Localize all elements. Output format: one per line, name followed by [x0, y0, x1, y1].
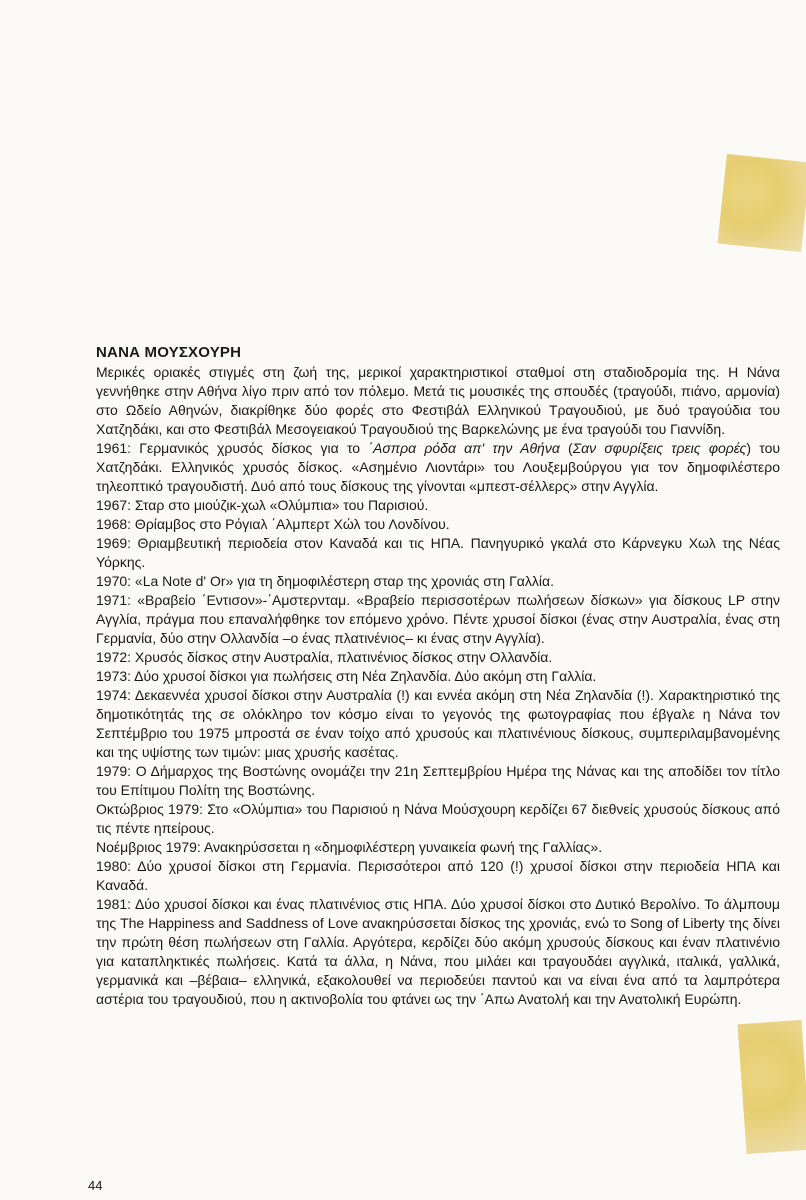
intro-paragraph: Μερικές οριακές στιγμές στη ζωή της, μερικοί χαρακτηριστικοί σταθμοί στη σταδιοδρομία της. Η Νάνα γεννήθηκε στην Αθήνα λίγο πριν από τον πόλεμο. Μετά τις μουσικές της σπουδές (τραγούδι, πιάνο, αρμονία) στο Ωδείο Αθηνών, διακρίθηκε δύο φορές στο Φεστιβάλ Ελληνικού Τραγουδιού, με δυό τραγούδια του Χατζηδάκι, και στο Φεστιβάλ Μεσογειακού Τραγουδιού της Βαρκελώνης με ένα τραγούδι του Γιαννίδη.: [96, 364, 780, 437]
entry-november-1979: Νοέμβριος 1979: Ανακηρύσσεται η «δημοφιλέστερη γυναικεία φωνή της Γαλλίας».: [96, 839, 603, 855]
entry-1961-song-subtitle: Σαν σφυρίξεις τρεις φορές: [572, 440, 747, 456]
entry-1961-between: (: [559, 440, 573, 456]
entry-1969: 1969: Θριαμβευτική περιοδεία στον Καναδά και τις ΗΠΑ. Πανηγυρικό γκαλά στο Κάρνεγκυ Χωλ της Νέας Υόρκης.: [96, 535, 780, 570]
adhesive-tape-bottom: [738, 1020, 806, 1154]
entry-october-1979: Οκτώβριος 1979: Στο «Ολύμπια» του Παρισιού η Νάνα Μούσχουρη κερδίζει 67 διεθνείς χρυσούς δίσκους από τις πέντε ηπείρους.: [96, 801, 780, 836]
entry-1979: 1979: Ο Δήμαρχος της Βοστώνης ονομάζει την 21η Σεπτεμβρίου Ημέρα της Νάνας και της αποδίδει τον τίτλο του Επίτιμου Πολίτη της Βοστώνης.: [96, 763, 780, 798]
entry-1981: 1981: Δύο χρυσοί δίσκοι και ένας πλατινένιος στις ΗΠΑ. Δύο χρυσοί δίσκοι στο Δυτικό Βερολίνο. Το άλμπουμ της The Happiness and Saddness of Love ανακηρύσσεται δίσκος της χρονιάς, ενώ το Song of Liberty της δίνει την πρώτη θέση πωλήσεων στη Γαλλία. Αργότερα, κερδίζει δύο ακόμη χρυσούς δίσκους και έναν πλατινένιο για καταπληκτικές πωλήσεις. Κατά τα άλλα, η Νάνα, που μιλάει και τραγουδάει αγγλικά, ιταλικά, γαλλικά, γερμανικά και –βέβαια– ελληνικά, εξακολουθεί να περιοδεύει παντού και να είναι ένα από τα λαμπρότερα αστέρια του τραγουδιού, που η ακτινοβολία του φτάνει ως την ΄Απω Ανατολή και την Ανατολική Ευρώπη.: [96, 896, 780, 1007]
entry-1971: 1971: «Βραβείο ΄Εντισον»-΄Αμστερνταμ. «Βραβείο περισσοτέρων πωλήσεων δίσκων» για δίσκους LP στην Αγγλία, πράγμα που επαναλήφθηκε τον επόμενο χρόνο. Πέντε χρυσοί δίσκοι (ένας στην Αυστραλία, ένας στη Γερμανία, δύο στην Ολλανδία –ο ένας πλατινένιος– κι ένας στην Αγγλία).: [96, 592, 780, 646]
entry-1961-prefix: 1961: Γερμανικός χρυσός δίσκος για το: [96, 440, 369, 456]
entry-1961: [96, 439, 780, 496]
adhesive-tape-top: [718, 154, 806, 252]
entry-1961-song-title: ΄Ασπρα ρόδα απ' την Αθήνα: [368, 440, 560, 456]
entry-1973: 1973: Δύο χρυσοί δίσκοι για πωλήσεις στη Νέα Ζηλανδία. Δύο ακόμη στη Γαλλία.: [96, 668, 597, 684]
article: [96, 344, 780, 1009]
entry-1968: 1968: Θρίαμβος στο Ρόγιαλ ΄Αλμπερτ Χώλ του Λονδίνου.: [96, 516, 450, 532]
entry-1972: 1972: Χρυσός δίσκος στην Αυστραλία, πλατινένιος δίσκος στην Ολλανδία.: [96, 649, 553, 665]
article-title: ΝΑΝΑ ΜΟΥΣΧΟΥΡΗ: [96, 344, 242, 361]
page-number: 44: [88, 1178, 103, 1193]
entry-1974: 1974: Δεκαεννέα χρυσοί δίσκοι στην Αυστραλία (!) και εννέα ακόμη στη Νέα Ζηλανδία (!). Χαρακτηριστικό της δημοτικότητάς της σε ολόκληρο τον κόσμο είναι το γεγονός της φωτογραφίας που έβγαλε η Νάνα τον Σεπτέμβριο του 1975 μπροστά σε έναν τοίχο από χρυσούς και πλατινένιους δίσκους, συμπεριλαμβανομένης και της υψίστης των τιμών: μιας χρυσής κασέτας.: [96, 687, 780, 760]
entry-1961-suffix: ) του Χατζηδάκι. Ελληνικός χρυσός δίσκος. «Ασημένιο Λιοντάρι» του Λουξεμβούργου για τον δημοφιλέστερο τηλεοπτικό τραγουδιστή. Δυό από τους δίσκους της γίνονται «μπεστ-σέλλερς» στην Αγγλία.: [96, 440, 781, 494]
entry-1970: 1970: «La Note d' Or» για τη δημοφιλέστερη σταρ της χρονιάς στη Γαλλία.: [96, 573, 554, 589]
entry-1980: 1980: Δύο χρυσοί δίσκοι στη Γερμανία. Περισσότεροι από 120 (!) χρυσοί δίσκοι στην περιοδεία ΗΠΑ και Καναδά.: [96, 858, 780, 893]
entry-1967: 1967: Σταρ στο μιούζικ-χωλ «Ολύμπια» του Παρισιού.: [96, 497, 429, 513]
